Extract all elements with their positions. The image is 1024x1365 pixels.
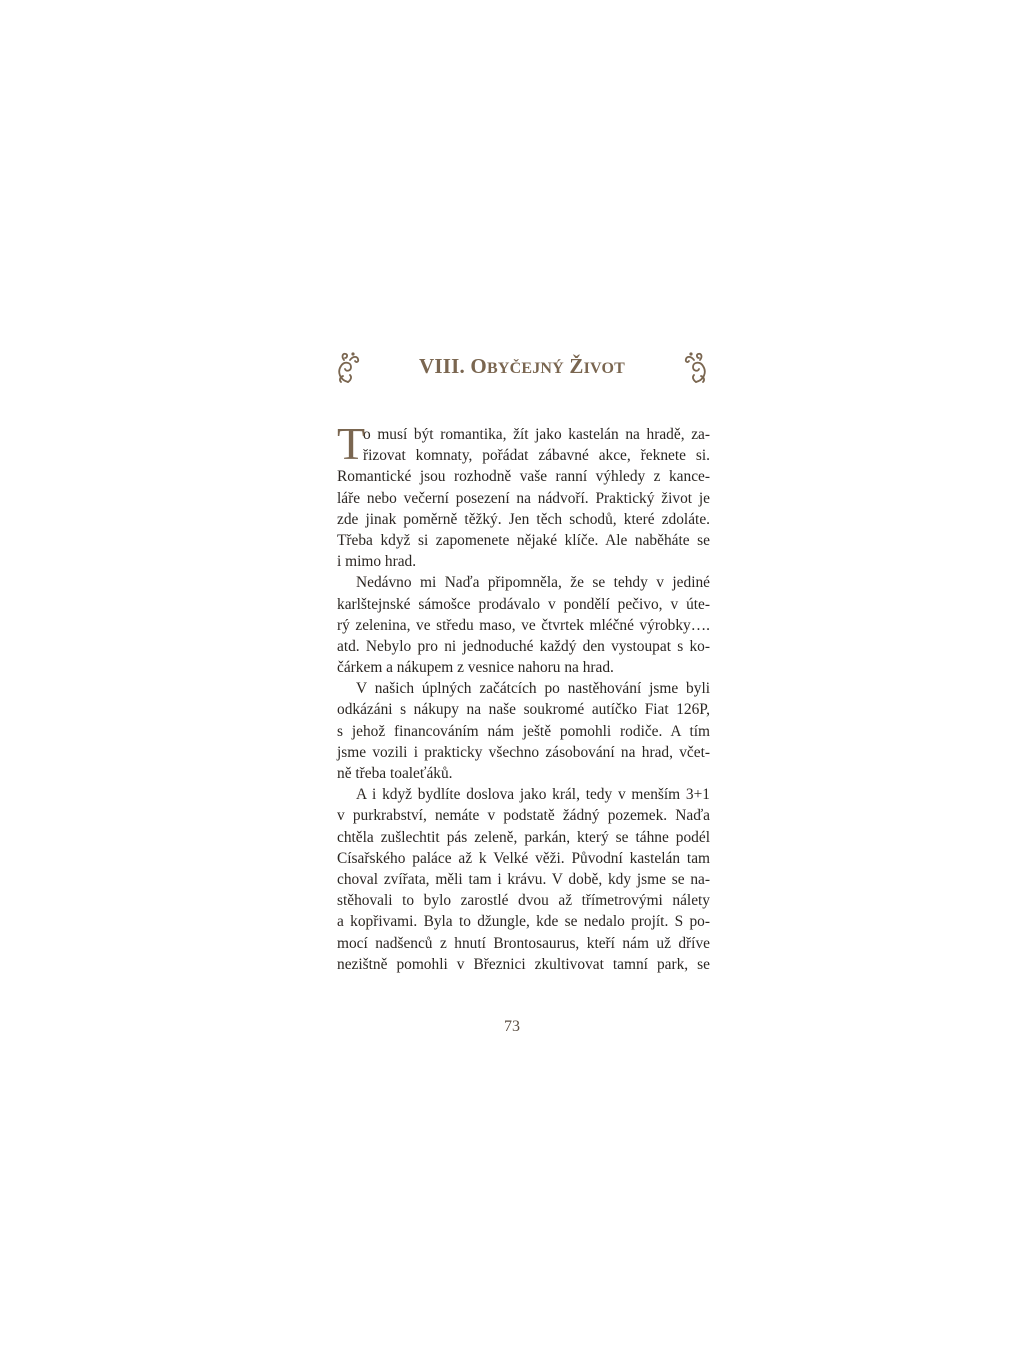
text-line: s jehož financováním nám ještě pomohli rodiče. A tím: [337, 722, 710, 740]
chapter-word1-initial: O: [470, 354, 487, 378]
left-fleuron-icon: [334, 350, 362, 386]
body-text: [337, 418, 710, 975]
text-line: V našich úplných začátcích po nastěhování jsme byli: [356, 680, 710, 698]
chapter-heading: [334, 350, 710, 390]
chapter-word2-rest: IVOT: [583, 360, 625, 377]
text-line: nezištně pomohli v Březnici zkultivovat tamní park, se: [337, 955, 710, 973]
text-line: jsme vozili i prakticky všechno zásobování na hrad, včet-: [337, 743, 710, 761]
chapter-title: [374, 354, 670, 379]
paragraph-4: [337, 784, 710, 975]
drop-cap: T: [337, 418, 366, 469]
text-line: choval zvířata, měli tam i krávu. V době, kdy jsme se na-: [337, 870, 710, 888]
text-line: zde jinak poměrně těžký. Jen těch schodů, které zdoláte.: [337, 510, 710, 528]
text-line: a kopřivami. Byla to džungle, kde se nedalo projít. S po-: [337, 913, 710, 931]
paragraph-3: [337, 678, 710, 784]
text-line: karlštejnské sámošce prodávalo v pondělí pečivo, v úte-: [337, 595, 710, 613]
text-line: čárkem a nákupem z vesnice nahoru na hrad.: [337, 659, 614, 677]
paragraph-2: [337, 572, 710, 678]
text-line: atd. Nebylo pro ni jednoduché každý den vystoupat s ko-: [337, 637, 710, 655]
text-line: A i když bydlíte doslova jako král, tedy v menším 3+1: [356, 786, 710, 804]
text-line: i mimo hrad.: [337, 553, 417, 571]
text-line: stěhovali to bylo zarostlé dvou až třímetrovými nálety: [337, 892, 710, 910]
text-line: Nedávno mi Naďa připomněla, že se tehdy v jediné: [356, 574, 710, 592]
text-line: ně třeba toaleťáků.: [337, 765, 453, 782]
chapter-word2-initial: Ž: [563, 354, 584, 378]
text-line: odkázáni s nákupy na naše soukromé autíčko Fiat 126P,: [337, 701, 710, 719]
text-line: chtěla zušlechtit pás zeleně, parkán, který se táhne podél: [337, 828, 710, 846]
text-line: mocí nadšenců z hnutí Brontosaurus, kteří nám už dříve: [337, 934, 710, 952]
text-line: v purkrabství, nemáte v podstatě žádný pozemek. Naďa: [337, 807, 710, 825]
page-number: 73: [504, 1018, 520, 1035]
text-line: Císařského paláce až k Velké věži. Původní kastelán tam: [337, 849, 710, 867]
text-line: řizovat komnaty, pořádat zábavné akce, řeknete si.: [363, 447, 710, 465]
right-fleuron-icon: [682, 350, 710, 386]
text-line: rý zelenina, ve středu maso, ve čtvrtek mléčné výrobky….: [337, 616, 710, 634]
chapter-word1-rest: BYČEJNÝ: [486, 360, 564, 377]
text-line: láře nebo večerní posezení na nádvoří. Praktický život je: [337, 489, 710, 507]
text-line: Třeba když si zapomenete nějaké klíče. Ale naběháte se: [337, 531, 710, 549]
text-line: o musí být romantika, žít jako kastelán na hradě, za-: [363, 426, 710, 443]
paragraph-1: [337, 418, 710, 572]
chapter-numeral: VIII.: [419, 354, 471, 378]
text-line: Romantické jsou rozhodně vaše ranní výhledy z kance-: [337, 468, 710, 486]
